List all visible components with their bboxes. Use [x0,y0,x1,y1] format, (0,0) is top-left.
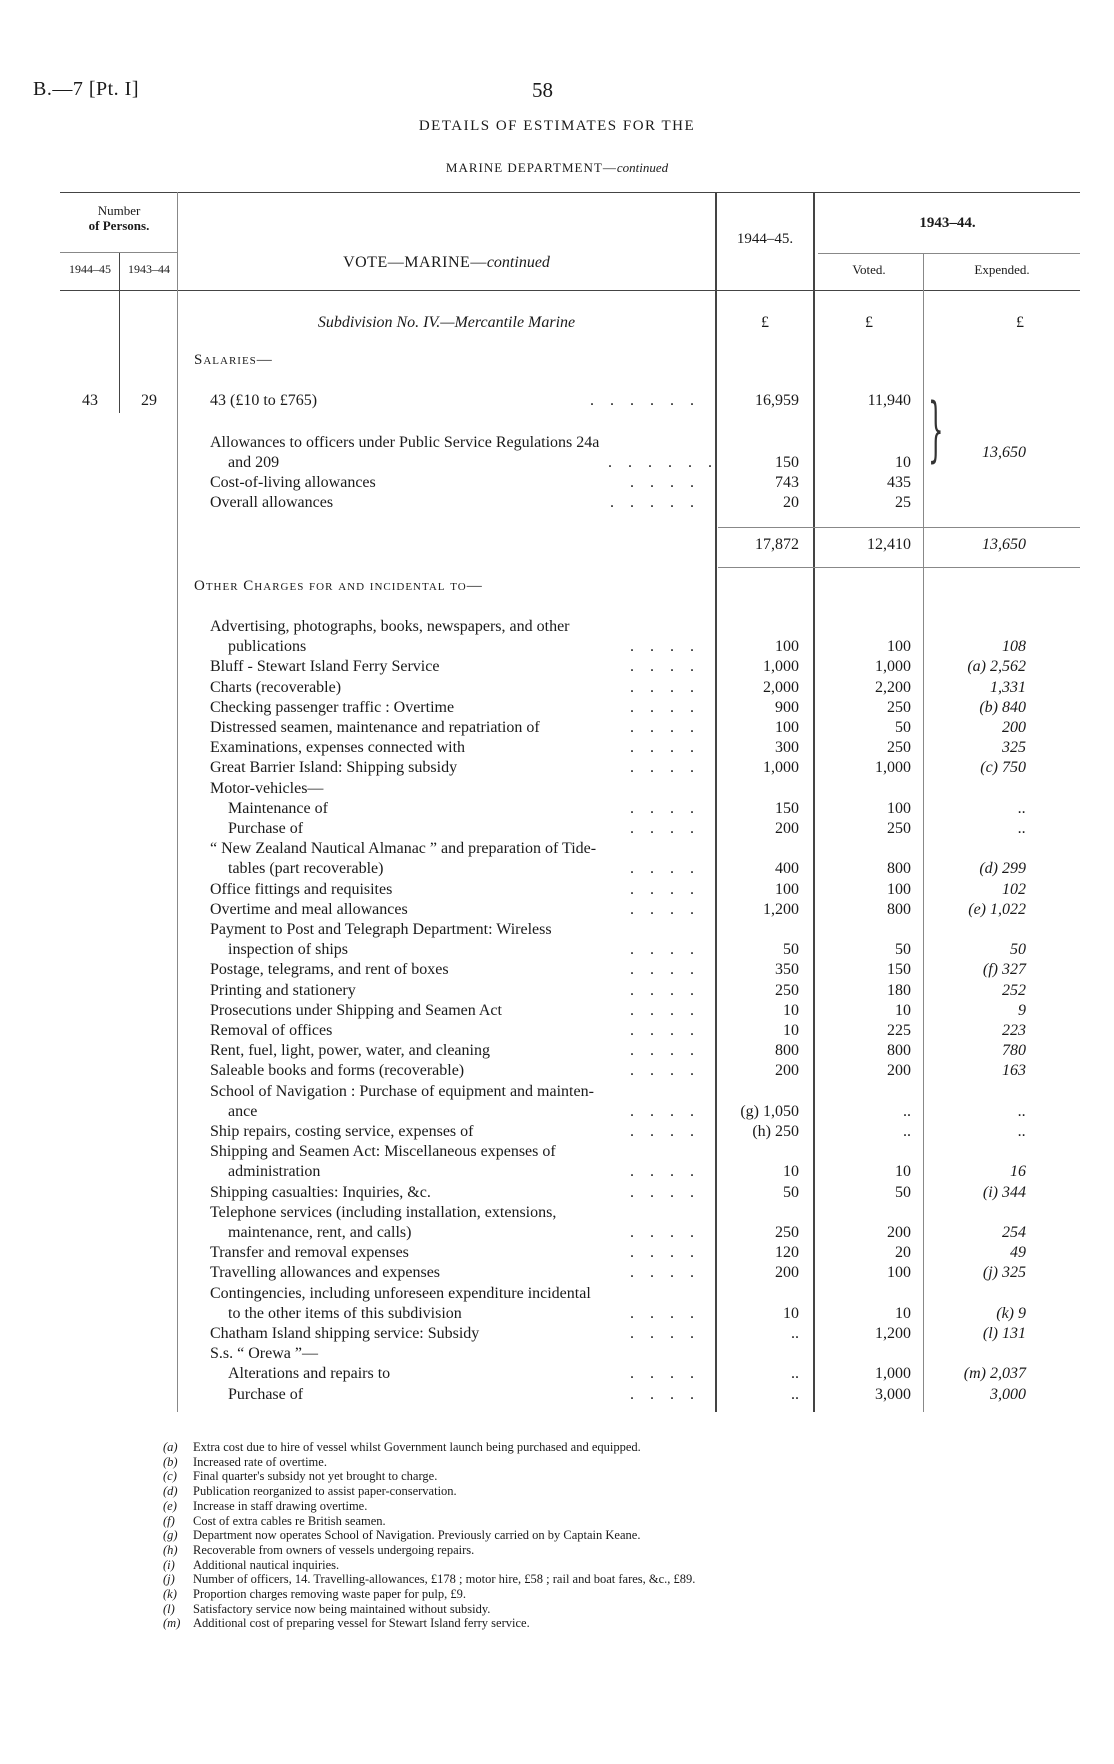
charge-row-30-est: .. [791,1365,799,1383]
charge-row-27-label-cont-leader: . . . . [630,1304,700,1322]
charge-row-20-label-cont-text: ance [228,1102,258,1120]
charge-row-4-expended: 200 [1002,719,1026,736]
charge-row-20-voted: .. [903,1102,911,1120]
charge-row-23-label-leader: . . . . [630,1183,700,1201]
charge-row-24-label [210,1204,700,1222]
footnote-0 [163,1440,641,1455]
charge-row-17-expended: 223 [1002,1022,1026,1039]
charge-row-14-expended: (f) 327 [982,961,1026,979]
charge-row-22-est: 10 [783,1163,799,1181]
footnote-key: (h) [163,1542,178,1557]
charge-row-10-label-cont [228,860,700,878]
salaries-persons-b: 29 [141,392,157,409]
footnote-key: (b) [163,1454,178,1469]
charge-row-23-voted: 50 [895,1183,911,1201]
footnote-text: Final quarter's subsidy not yet brought to charge. [193,1469,438,1484]
charge-row-27-label-cont [228,1305,700,1323]
footnote-2 [163,1469,437,1484]
charge-row-31-voted: 3,000 [875,1385,911,1403]
charge-row-13-est: 50 [783,941,799,959]
charge-row-11-label [210,881,700,899]
charge-row-3-label [210,699,700,717]
footnote-text: Number of officers, 14. Travelling-allowances, £178 ; motor hire, £58 ; rail and boat fares, &c., £89. [193,1572,696,1587]
charge-row-18-est: 800 [775,1042,799,1060]
charge-row-10-est: 400 [775,860,799,878]
charge-row-10-label [210,840,700,858]
charge-row-20-expended: .. [1018,1102,1026,1120]
overall-allowances-label: Overall allowances . . . . . [210,494,700,511]
charge-row-20-label-cont-leader: . . . . [630,1102,700,1120]
voted-header: Voted. [852,262,886,277]
charge-row-18-label [210,1042,700,1060]
charge-row-30-expended: (m) 2,037 [963,1365,1026,1383]
charge-row-15-label-text: Printing and stationery [210,981,356,999]
footnote-text: Cost of extra cables re British seamen. [193,1513,386,1528]
charge-row-24-label-cont-leader: . . . . [630,1224,700,1241]
footnote-3 [163,1484,457,1499]
charge-row-4-est: 100 [775,719,799,736]
allowances-label-1: Allowances to officers under Public Service Regulations 24a [210,434,600,451]
charge-row-9-label-leader: . . . . [630,820,700,837]
charge-row-26-expended: (j) 325 [982,1264,1026,1282]
footnote-key: (j) [163,1572,175,1587]
charge-row-24-voted: 200 [887,1224,911,1241]
group-brace: } [928,388,944,470]
subtitle-main: MARINE DEPARTMENT— [445,160,617,175]
charge-row-5-label-text: Examinations, expenses connected with [210,739,466,757]
charge-row-0-label-text: Advertising, photographs, books, newspapers, and other [210,618,570,635]
charge-row-29-label-text: S.s. “ Orewa ”— [210,1345,318,1363]
charge-row-5-voted: 250 [887,739,911,757]
charge-row-1-label-text: Bluff - Stewart Island Ferry Service [210,658,440,676]
charge-row-26-est: 200 [775,1264,799,1282]
cost-of-living-voted: 435 [887,474,911,491]
charge-row-10-voted: 800 [887,860,911,878]
footnote-11 [163,1602,490,1617]
footnote-key: (d) [163,1484,178,1499]
charge-row-15-expended: 252 [1002,981,1026,999]
footnote-key: (g) [163,1528,178,1543]
charge-row-3-label-text: Checking passenger traffic : Overtime [210,698,455,716]
overall-allowances-voted: 25 [895,494,911,511]
overall-allowances-est: 20 [783,494,799,511]
cost-of-living-label: Cost-of-living allowances . . . . [210,474,700,491]
charge-row-13-label-cont [228,941,700,959]
charge-row-31-expended: 3,000 [990,1385,1026,1403]
charge-row-9-voted: 250 [887,820,911,837]
charge-row-1-est: 1,000 [763,658,799,676]
charge-row-7-label [210,780,700,798]
charge-row-1-label-leader: . . . . [630,658,700,676]
charge-row-24-expended: 254 [1002,1224,1026,1241]
salaries-heading: Salaries— [194,352,273,368]
charge-row-0-label-cont [228,638,700,656]
charge-row-0-est: 100 [775,638,799,656]
charge-row-25-voted: 20 [895,1244,911,1262]
footnote-key: (e) [163,1498,177,1513]
charge-row-22-label-cont-text: administration [228,1163,321,1181]
subtitle-continued: continued [616,160,669,175]
footnote-key: (i) [163,1557,175,1572]
charge-row-6-label [210,759,700,777]
charge-row-24-label-text: Telephone services (including installation, extensions, [210,1203,557,1221]
footnote-text: Additional nautical inquiries. [193,1557,340,1572]
persons-label-2: of Persons. [88,218,150,233]
prior-year-header: 1943–44. [919,215,976,231]
charge-row-15-label-leader: . . . . [630,981,700,999]
charge-row-12-label [210,901,700,919]
charge-row-2-label [210,679,700,697]
footnote-1 [163,1455,327,1470]
charge-row-31-est: .. [791,1385,799,1403]
charge-row-25-label-text: Transfer and removal expenses [210,1244,409,1262]
charge-row-10-label-cont-text: tables (part recoverable) [228,860,384,878]
charge-row-26-label-text: Travelling allowances and expenses [210,1264,441,1282]
charge-row-27-expended: (k) 9 [996,1304,1026,1322]
charge-row-17-voted: 225 [887,1022,911,1039]
charge-row-0-label-cont-text: publications [228,638,307,656]
charge-row-11-expended: 102 [1002,880,1026,898]
charge-row-16-label-text: Prosecutions under Shipping and Seamen Act [210,1001,502,1019]
salaries-total-voted: 12,410 [867,536,911,553]
charge-row-0-label [210,618,700,636]
charge-row-25-est: 120 [775,1244,799,1262]
salaries-persons-a: 43 [82,392,98,409]
page-number: 58 [532,78,553,102]
charge-row-27-est: 10 [783,1304,799,1322]
charge-row-18-expended: 780 [1002,1042,1026,1060]
charge-row-6-voted: 1,000 [875,759,911,777]
allowances-label-2-text: and 209 [228,454,280,471]
charge-row-23-label [210,1184,700,1202]
charge-row-21-est: (h) 250 [752,1123,799,1140]
charge-row-30-label [228,1365,700,1383]
charge-row-13-label-cont-text: inspection of ships [228,941,348,959]
charge-row-13-label-cont-leader: . . . . [630,941,700,959]
charge-row-16-expended: 9 [1018,1001,1026,1019]
charge-row-19-label-leader: . . . . [630,1062,700,1080]
salaries-main-label: 43 (£10 to £765) . . . . . . [210,392,700,409]
other-charges-heading: Other Charges for and incidental to— [194,578,483,594]
allowances-est: 150 [775,454,799,471]
charge-row-19-label-text: Saleable books and forms (recoverable) [210,1062,465,1080]
salaries-main-est: 16,959 [755,392,799,409]
vote-header [178,254,715,272]
footnote-4 [163,1499,367,1514]
charge-row-11-voted: 100 [887,880,911,898]
charge-row-17-label-text: Removal of offices [210,1022,333,1039]
charge-row-16-est: 10 [783,1001,799,1019]
charge-row-12-est: 1,200 [763,900,799,918]
charge-row-13-expended: 50 [1010,941,1026,959]
footnote-key: (f) [163,1513,175,1528]
charge-row-31-label [228,1386,700,1404]
charge-row-27-label [210,1285,700,1303]
charge-row-16-label [210,1002,700,1020]
charge-row-5-label-leader: . . . . [630,739,700,757]
charge-row-14-est: 350 [775,961,799,979]
charge-row-20-est: (g) 1,050 [740,1102,799,1120]
persons-year-a: 1944–45 [69,262,111,276]
charge-row-27-voted: 10 [895,1304,911,1322]
salaries-total-bottom-rule [718,567,1080,568]
charge-row-26-label [210,1264,700,1282]
charge-row-22-label-text: Shipping and Seamen Act: Miscellaneous expenses of [210,1143,556,1161]
footnote-text: Proportion charges removing waste paper for pulp, £9. [193,1587,466,1601]
charge-row-17-label-leader: . . . . [630,1022,700,1039]
charge-row-27-label-text: Contingencies, including unforeseen expenditure incidental [210,1284,591,1302]
charge-row-2-label-leader: . . . . [630,678,700,696]
persons-label-1: Number [97,203,141,218]
charge-row-13-label-text: Payment to Post and Telegraph Department: Wireless [210,921,552,938]
cost-of-living-est: 743 [775,474,799,491]
charge-row-10-expended: (d) 299 [979,860,1026,878]
charge-row-8-label-leader: . . . . [630,799,700,817]
charge-row-16-voted: 10 [895,1001,911,1019]
charge-row-12-label-leader: . . . . [630,900,700,918]
charge-row-19-est: 200 [775,1062,799,1080]
charge-row-4-label-leader: . . . . [630,719,700,736]
charge-row-9-expended: .. [1018,820,1026,837]
charge-row-3-voted: 250 [887,698,911,716]
charge-row-28-label [210,1325,700,1343]
charge-row-24-label-cont-text: maintenance, rent, and calls) [228,1224,412,1241]
footnote-text: Recoverable from owners of vessels undergoing repairs. [193,1542,475,1557]
charge-row-22-voted: 10 [895,1163,911,1181]
estimate-year-header: 1944–45. [736,231,794,247]
charge-row-18-voted: 800 [887,1042,911,1060]
charge-row-3-expended: (b) 840 [979,698,1026,716]
charge-row-22-label-cont-leader: . . . . [630,1163,700,1181]
charge-row-1-voted: 1,000 [875,658,911,676]
charge-row-22-expended: 16 [1010,1163,1026,1181]
charge-row-30-voted: 1,000 [875,1365,911,1383]
charge-row-13-label [210,921,700,939]
subdivision-title: Subdivision No. IV.—Mercantile Marine [317,314,576,331]
footnote-key: (a) [163,1440,178,1454]
charge-row-28-label-text: Chatham Island shipping service: Subsidy [210,1325,480,1342]
charge-row-20-label [210,1083,700,1101]
charge-row-20-label-text: School of Navigation : Purchase of equipment and mainten- [210,1082,594,1100]
charge-row-22-label [210,1143,700,1161]
footnote-key: (m) [163,1616,181,1631]
charge-row-2-label-text: Charts (recoverable) [210,678,342,696]
footnote-8 [163,1558,339,1573]
vline-persons-right [177,192,178,1412]
charge-row-6-expended: (c) 750 [980,759,1026,777]
charge-row-31-label-text: Purchase of [228,1385,304,1403]
charge-row-19-voted: 200 [887,1062,911,1080]
charge-row-9-label-text: Purchase of [228,820,304,837]
charge-row-0-label-cont-leader: . . . . [630,638,700,656]
salaries-main-voted: 11,940 [867,392,911,409]
footnote-key: (l) [163,1601,175,1616]
footnote-10 [163,1587,466,1602]
vote-header-main: VOTE—MARINE— [343,254,487,271]
salaries-group-expended: 13,650 [982,444,1026,461]
charge-row-0-voted: 100 [887,638,911,656]
table-header-bottom-rule [60,290,1080,291]
year-header-divider [818,253,1080,254]
charge-row-23-expended: (i) 344 [982,1183,1026,1201]
charge-row-8-label [228,800,700,818]
charge-row-26-voted: 100 [887,1264,911,1282]
persons-column-header [60,203,178,233]
allowances-label-2: and 209 . . . . . . [228,454,718,471]
currency-expended: £ [1016,314,1024,331]
charge-row-14-label [210,961,700,979]
charge-row-4-voted: 50 [895,719,911,736]
charge-row-1-label [210,658,700,676]
charge-row-24-est: 250 [775,1224,799,1241]
salaries-total-est: 17,872 [755,536,799,553]
vline-persons-mid [119,253,120,413]
currency-est: £ [761,314,769,331]
charge-row-1-expended: (a) 2,562 [967,658,1026,676]
overall-allowances-text: Overall allowances [210,494,334,511]
charge-row-18-label-leader: . . . . [630,1042,700,1060]
charge-row-25-label [210,1244,700,1262]
charge-row-6-label-text: Great Barrier Island: Shipping subsidy [210,759,458,777]
charge-row-11-est: 100 [775,880,799,898]
charge-row-15-label [210,982,700,1000]
charge-row-11-label-leader: . . . . [630,880,700,898]
charge-row-5-label [210,739,700,757]
charge-row-13-voted: 50 [895,941,911,959]
charge-row-12-label-text: Overtime and meal allowances [210,900,408,918]
charge-row-21-expended: .. [1018,1123,1026,1140]
charge-row-14-label-leader: . . . . [630,961,700,979]
charge-row-25-expended: 49 [1010,1244,1026,1262]
charge-row-9-est: 200 [775,820,799,837]
salaries-total-rule [718,527,1080,528]
charge-row-8-voted: 100 [887,799,911,817]
cost-of-living-text: Cost-of-living allowances [210,474,376,491]
charge-row-10-label-text: “ New Zealand Nautical Almanac ” and preparation of Tide- [210,840,597,858]
charge-row-4-label [210,719,700,737]
page-title: DETAILS OF ESTIMATES FOR THE [418,118,696,134]
charge-row-23-est: 50 [783,1183,799,1201]
footnote-text: Increase in staff drawing overtime. [193,1498,368,1513]
charge-row-15-est: 250 [775,981,799,999]
charge-row-14-label-text: Postage, telegrams, and rent of boxes [210,961,449,979]
charge-row-30-label-leader: . . . . [630,1365,700,1383]
charge-row-12-voted: 800 [887,900,911,918]
charge-row-0-expended: 108 [1002,638,1026,656]
persons-year-b: 1943–44 [128,262,170,276]
footnote-9 [163,1572,695,1587]
document-reference: B.—7 [Pt. I] [33,78,139,100]
charge-row-28-expended: (l) 131 [982,1325,1026,1342]
charge-row-19-expended: 163 [1002,1062,1026,1080]
charge-row-8-expended: .. [1018,799,1026,817]
charge-row-3-est: 900 [775,698,799,716]
salaries-total-expended: 13,650 [982,536,1026,553]
footnote-5 [163,1514,386,1529]
footnote-text: Department now operates School of Navigation. Previously carried on by Captain Keane. [193,1528,641,1543]
footnote-key: (k) [163,1587,177,1601]
footnote-6 [163,1528,640,1543]
currency-voted: £ [865,314,873,331]
expended-header: Expended. [974,262,1030,277]
charge-row-21-label-text: Ship repairs, costing service, expenses of [210,1123,474,1140]
charge-row-19-label [210,1062,700,1080]
footnote-text: Satisfactory service now being maintained without subsidy. [193,1601,491,1616]
charge-row-28-label-leader: . . . . [630,1325,700,1342]
charge-row-18-label-text: Rent, fuel, light, power, water, and cleaning [210,1042,490,1060]
charge-row-9-label [228,820,700,838]
charge-row-6-label-leader: . . . . [630,759,700,777]
charge-row-17-est: 10 [783,1022,799,1039]
charge-row-5-est: 300 [775,739,799,757]
footnote-7 [163,1543,474,1558]
vote-header-continued: continued [486,254,550,271]
charge-row-8-est: 150 [775,799,799,817]
charge-row-23-label-text: Shipping casualties: Inquiries, &c. [210,1183,431,1201]
charge-row-21-label [210,1123,700,1141]
footnote-text: Additional cost of preparing vessel for Stewart Island ferry service. [193,1616,530,1631]
charge-row-24-label-cont [228,1224,700,1242]
page-subtitle [0,160,1114,176]
charge-row-10-label-cont-leader: . . . . [630,860,700,878]
charge-row-11-label-text: Office fittings and requisites [210,880,393,898]
charge-row-20-label-cont [228,1103,700,1121]
salaries-main-text: 43 (£10 to £765) [210,392,318,409]
footnote-text: Publication reorganized to assist paper-conservation. [193,1484,457,1499]
charge-row-12-expended: (e) 1,022 [968,900,1026,918]
footnote-text: Extra cost due to hire of vessel whilst Government launch being purchased and equipped. [193,1440,641,1454]
charge-row-21-label-leader: . . . . [630,1123,700,1140]
charge-row-17-label [210,1022,700,1040]
footnote-text: Increased rate of overtime. [193,1454,327,1469]
charge-row-2-voted: 2,200 [875,678,911,696]
charge-row-21-voted: .. [903,1123,911,1140]
charge-row-2-est: 2,000 [763,678,799,696]
charge-row-14-voted: 150 [887,961,911,979]
charge-row-27-label-cont-text: to the other items of this subdivision [228,1304,462,1322]
footnote-12 [163,1616,530,1631]
charge-row-29-label [210,1345,700,1363]
table-top-rule [60,192,1080,193]
allowances-voted: 10 [895,454,911,471]
charge-row-28-voted: 1,200 [875,1325,911,1342]
charge-row-26-label-leader: . . . . [630,1264,700,1282]
charge-row-3-label-leader: . . . . [630,698,700,716]
charge-row-2-expended: 1,331 [990,678,1026,696]
charge-row-15-voted: 180 [887,981,911,999]
charge-row-4-label-text: Distressed seamen, maintenance and repatriation of [210,719,540,736]
charge-row-5-expended: 325 [1002,739,1026,757]
charge-row-25-label-leader: . . . . [630,1244,700,1262]
charge-row-31-label-leader: . . . . [630,1385,700,1403]
charge-row-8-label-text: Maintenance of [228,799,328,817]
footnote-key: (c) [163,1469,177,1484]
charge-row-28-est: .. [791,1325,799,1342]
charge-row-7-label-text: Motor-vehicles— [210,779,324,797]
charge-row-16-label-leader: . . . . [630,1001,700,1019]
charge-row-6-est: 1,000 [763,759,799,777]
charge-row-30-label-text: Alterations and repairs to [228,1365,391,1383]
charge-row-22-label-cont [228,1163,700,1181]
